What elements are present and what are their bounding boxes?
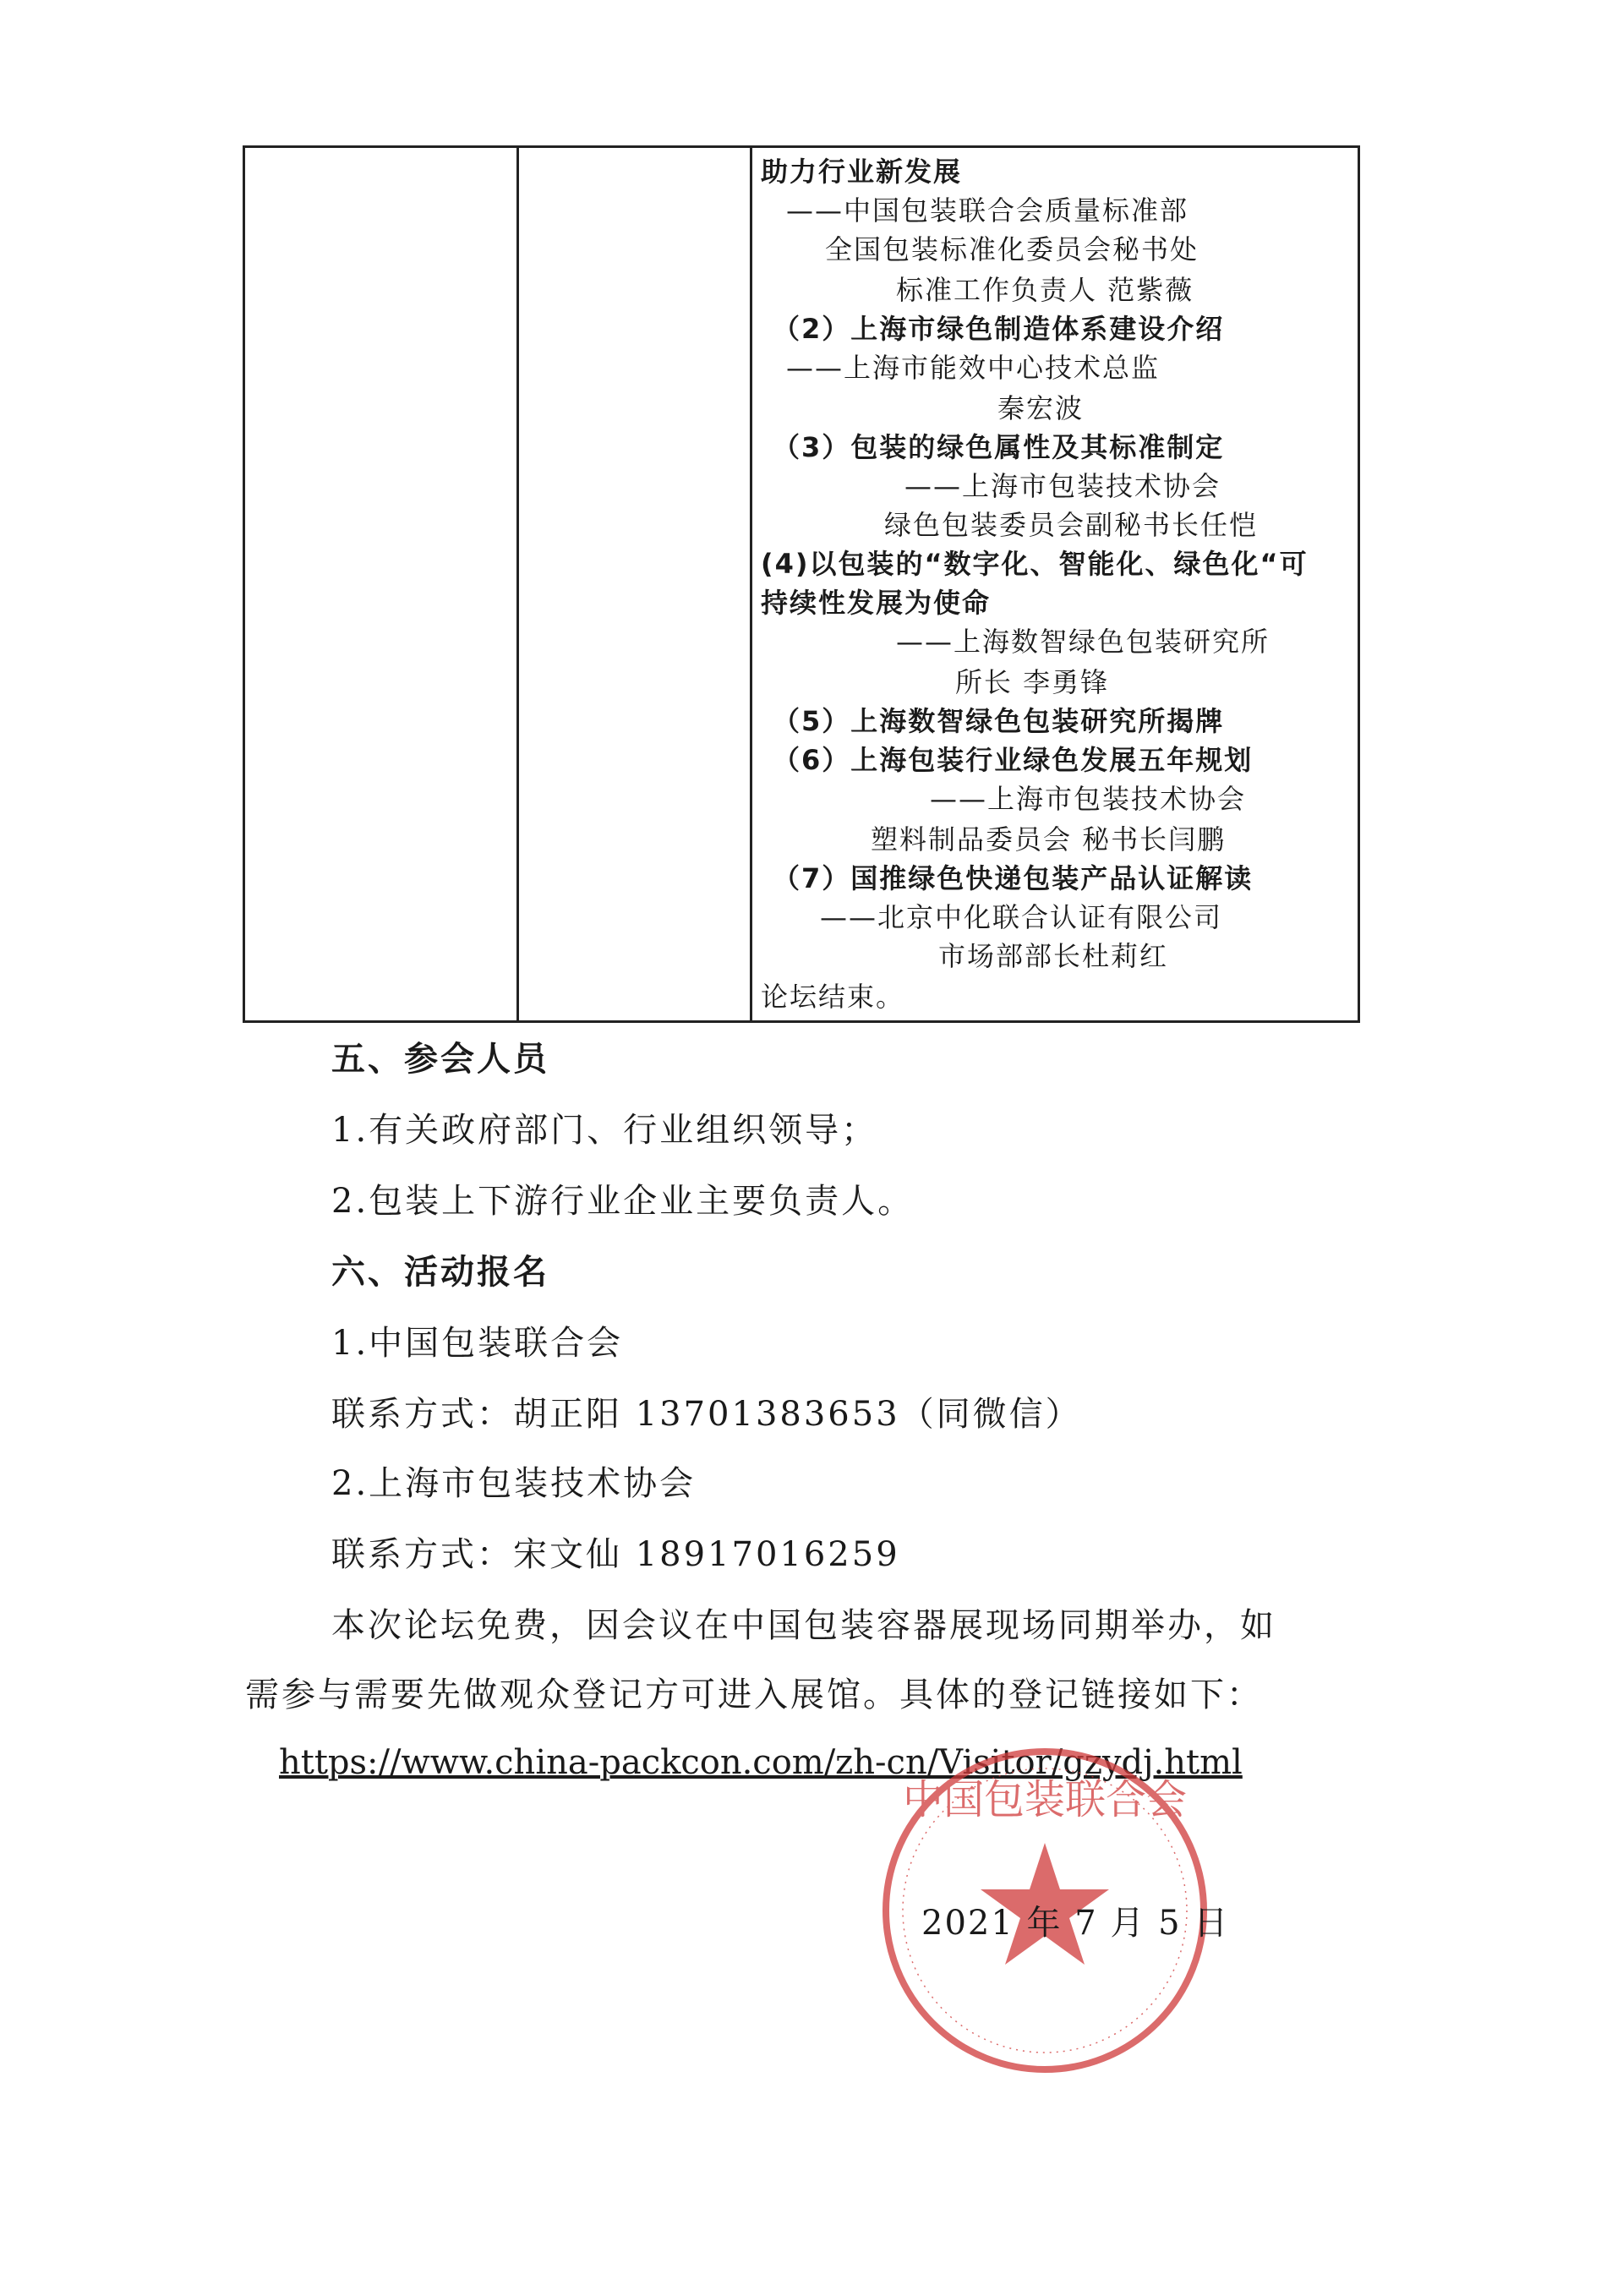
registration-contact: 联系方式：胡正阳 13701383653（同微信） (331, 1395, 1082, 1434)
agenda-line: （2）上海市绿色制造体系建设介绍 (773, 313, 1225, 345)
agenda-line: (4)以包装的“数字化、智能化、绿色化“可 (761, 548, 1309, 580)
agenda-line: 塑料制品委员会 秘书长闫鹏 (871, 823, 1227, 856)
agenda-line: （6）上海包装行业绿色发展五年规划 (773, 744, 1254, 776)
agenda-line: 论坛结束。 (761, 981, 905, 1013)
participant-item: 2.包装上下游行业企业主要负责人。 (331, 1182, 915, 1221)
agenda-line: 绿色包装委员会副秘书长任恺 (884, 509, 1259, 541)
document-date: 2021 年 7 月 5 日 (921, 1904, 1230, 1943)
agenda-line: ——上海市包装技术协会 (904, 470, 1221, 502)
agenda-line: （3）包装的绿色属性及其标准制定 (773, 431, 1225, 463)
seal-text: 中国包装联合会 (902, 1776, 1188, 1823)
agenda-table (243, 145, 1360, 1023)
registration-link[interactable]: https://www.china-packcon.com/zh-cn/Visitor/gzydj.html (279, 1743, 1243, 1782)
agenda-line: ——上海市包装技术协会 (930, 783, 1247, 815)
registration-note: 本次论坛免费，因会议在中国包装容器展现场同期举办，如 (331, 1606, 1276, 1645)
agenda-line: 全国包装标准化委员会秘书处 (825, 233, 1199, 265)
agenda-line: 秦宏波 (997, 392, 1085, 424)
agenda-line: ——上海市能效中心技术总监 (786, 352, 1161, 384)
agenda-line: 所长 李勇锋 (955, 666, 1110, 698)
agenda-cell (245, 148, 1363, 1025)
agenda-line: ——上海数智绿色包装研究所 (896, 626, 1271, 658)
registration-contact: 联系方式：宋文仙 18917016259 (331, 1535, 900, 1574)
agenda-line: 市场部部长杜莉红 (938, 940, 1169, 972)
agenda-line: 持续性发展为使命 (761, 587, 992, 619)
agenda-line: （7）国推绿色快递包装产品认证解读 (773, 862, 1254, 894)
agenda-line: 助力行业新发展 (761, 156, 963, 188)
agenda-line: ——北京中化联合认证有限公司 (820, 901, 1223, 933)
section-heading-registration: 六、活动报名 (331, 1253, 549, 1292)
participant-item: 1.有关政府部门、行业组织领导； (331, 1111, 878, 1150)
section-heading-participants: 五、参会人员 (331, 1040, 549, 1079)
registration-note: 需参与需要先做观众登记方可进入展馆。具体的登记链接如下： (245, 1676, 1263, 1714)
registration-org: 1.中国包装联合会 (331, 1324, 624, 1363)
registration-org: 2.上海市包装技术协会 (331, 1464, 697, 1503)
agenda-line: 标准工作负责人 范紫薇 (896, 274, 1194, 306)
agenda-line: （5）上海数智绿色包装研究所揭牌 (773, 705, 1225, 737)
agenda-line: ——中国包装联合会质量标准部 (786, 194, 1189, 227)
